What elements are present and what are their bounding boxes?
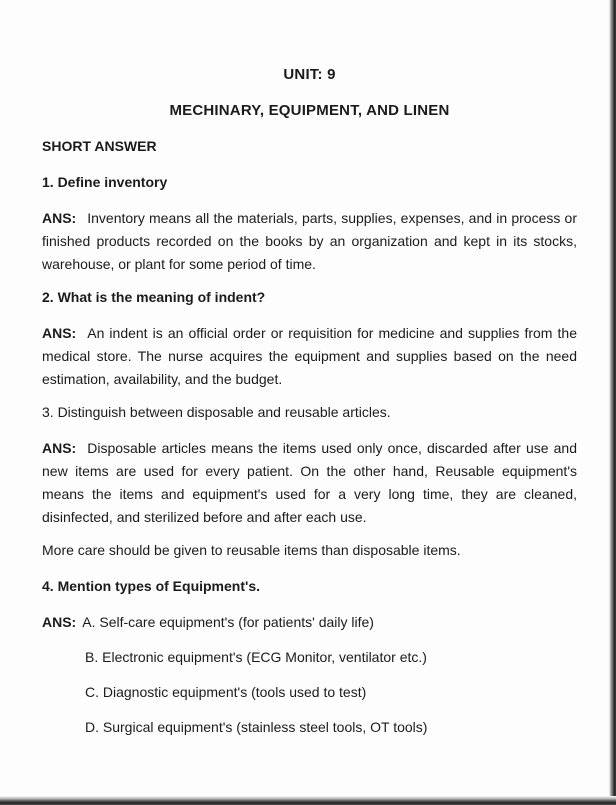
answer-4-item-a	[42, 611, 577, 634]
answer-4-list	[42, 611, 577, 739]
doc-title: MECHINARY, EQUIPMENT, AND LINEN	[169, 102, 450, 119]
unit-title: UNIT: 9	[283, 66, 336, 83]
answer-1	[42, 207, 577, 276]
page-edge-shadow-bottom	[0, 796, 616, 805]
answer-2-text: An indent is an official order or requisition for medicine and supplies from the medical store. The nurse acquires the equipment and supplies based on the need estimation, availability, and the budget.	[42, 325, 577, 387]
page-edge-shadow-right	[609, 0, 616, 805]
question-1: 1. Define inventory	[42, 174, 168, 190]
answer-4-item-a-text: A. Self-care equipment's (for patients' daily life)	[82, 614, 374, 630]
page-content	[42, 0, 577, 751]
answer-3	[42, 437, 577, 529]
answer-4-item-b: B. Electronic equipment's (ECG Monitor, ventilator etc.)	[85, 649, 427, 665]
reusable-care-note: More care should be given to reusable items than disposable items.	[42, 542, 461, 558]
answer-4-item-c: C. Diagnostic equipment's (tools used to test)	[85, 684, 367, 700]
answer-1-text: Inventory means all the materials, parts, supplies, expenses, and in process or finished products recorded on the books by an organization and kept in its stocks, warehouse, or plant for some period of time.	[42, 210, 577, 272]
question-4: 4. Mention types of Equipment's.	[42, 578, 261, 594]
answer-2	[42, 322, 577, 391]
ans-label-4: ANS:	[42, 614, 77, 630]
section-heading: SHORT ANSWER	[42, 138, 157, 154]
ans-label-3: ANS:	[42, 440, 77, 456]
question-3: 3. Distinguish between disposable and reusable articles.	[42, 404, 391, 420]
question-2: 2. What is the meaning of indent?	[42, 289, 266, 305]
ans-label-1: ANS:	[42, 210, 77, 226]
ans-label-2: ANS:	[42, 325, 77, 341]
answer-3-text: Disposable articles means the items used only once, discarded after use and new items are used for every patient. On the other hand, Reusable equipment's means the items and equipment's used for a very long time, they are cleaned, disinfected, and sterilized before and after each use.	[42, 440, 577, 525]
answer-4-item-d: D. Surgical equipment's (stainless steel tools, OT tools)	[85, 719, 428, 735]
